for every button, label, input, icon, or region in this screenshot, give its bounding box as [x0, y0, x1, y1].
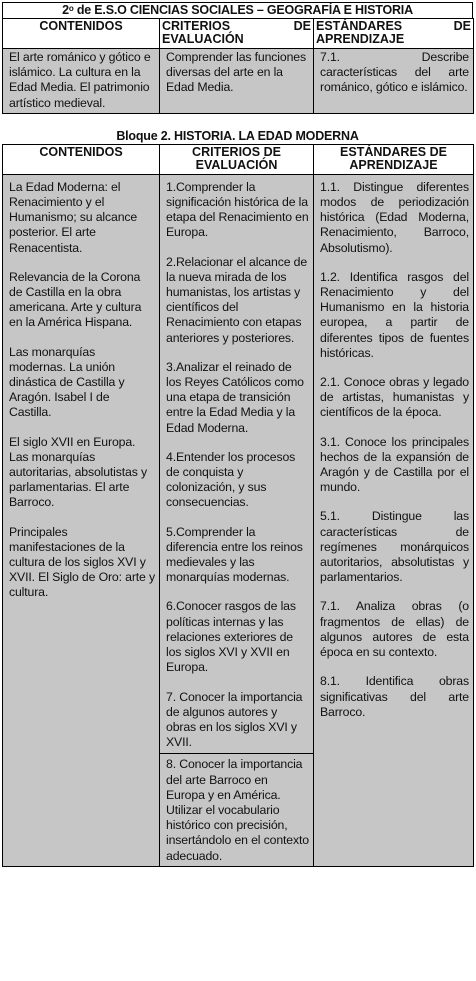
criterio-item: 2.Relacionar el alcance de la nueva mirada de los humanistas, los artistas y científicos del Renacimiento con etapas anteriores y posteriores. — [166, 254, 308, 345]
header-contenidos: CONTENIDOS — [3, 19, 160, 49]
header-estandares: ESTÁNDARES DE APRENDIZAJE — [314, 19, 474, 49]
estandar-item: 7.1. Analiza obras (o fragmentos de ellas) de algunos autores de esta época en su contexto. — [320, 599, 469, 660]
estandar-item: 2.1. Conoce obras y legado de artistas, humanistas y científicos de la época. — [320, 375, 469, 420]
contenidos-cell — [3, 175, 159, 603]
contenido-item: Las monarquías modernas. La unión dinástica de Castilla y Aragón. Isabel I de Castilla. — [9, 344, 125, 420]
criterio-item: 6.Conocer rasgos de las políticas internas y las relaciones exteriores de los siglos XVI y XVII en Europa. — [166, 599, 296, 675]
course-title-ordinal: o — [68, 4, 74, 13]
header-estandares: ESTÁNDARES DE APRENDIZAJE — [314, 144, 474, 174]
criterio-item: 5.Comprender la diferencia entre los reinos medievales y las monarquías modernas. — [166, 524, 303, 585]
criterios-list — [160, 175, 313, 866]
document-page — [2, 2, 473, 867]
course-title — [2, 2, 473, 18]
criterio-item: 4.Entender los procesos de conquista y colonización, y sus consecuencias. — [166, 449, 296, 510]
top-content-row — [3, 49, 474, 114]
estandar-item: 5.1. Distingue las características de regímenes monárquicos autoritarios, absolutistas y parlamentarios. — [320, 509, 469, 585]
header-criterios: CRITERIOS DE EVALUACIÓN — [160, 19, 314, 49]
contenido-item: Relevancia de la Corona de Castilla en la obra americana. Arte y cultura en la América Hispana. — [9, 269, 142, 330]
top-contenidos-cell: El arte románico y gótico e islámico. La cultura en la Edad Media. El patrimonio artístico medieval. — [9, 50, 151, 110]
top-header-row — [3, 19, 474, 49]
estandar-item: 1.2. Identifica rasgos del Renacimiento y del Humanismo en la historia europea, a partir de diferentes tipos de fuentes históricas. — [320, 269, 469, 360]
course-title-rest: de E.S.O CIENCIAS SOCIALES – GEOGRAFÍA E HISTORIA — [73, 3, 413, 17]
contenido-item: El siglo XVII en Europa. Las monarquías autoritarias, absolutistas y parlamentarias. El arte Barroco. — [9, 434, 147, 510]
course-title-prefix: 2 — [62, 3, 69, 17]
criterio-item: 1.Comprender la significación histórica de la etapa del Renacimiento en Europa. — [166, 179, 309, 240]
bloque-title: Bloque 2. HISTORIA. LA EDAD MODERNA — [116, 128, 359, 143]
criterio-item: 8. Conocer la importancia del arte Barroco en Europa y en América. Utilizar el vocabulario histórico con precisión, insertándolo en el contexto adecuado. — [160, 753, 313, 865]
header-contenidos: CONTENIDOS — [3, 144, 160, 174]
estandar-item: 1.1. Distingue diferentes modos de periodización histórica (Edad Moderna, Renacimiento, Barroco, Absolutismo). — [320, 179, 469, 255]
contenido-item: La Edad Moderna: el Renacimiento y el Humanismo; su alcance posterior. El arte Renacentista. — [9, 179, 138, 255]
estandar-item: 8.1. Identifica obras significativas del arte Barroco. — [320, 674, 469, 719]
estandar-item: 3.1. Conoce los principales hechos de la expansión de Aragón y de Castilla por el mundo. — [320, 434, 469, 495]
criterio-item: 7. Conocer la importancia de algunos autores y obras en los siglos XVI y XVII. — [166, 689, 303, 750]
bloque-header-row — [3, 144, 474, 174]
top-estandares-cell: 7.1. Describe características del arte románico, gótico e islámico. — [320, 50, 469, 95]
criterio-item: 3.Analizar el reinado de los Reyes Católicos como una etapa de transición entre la Edad Media y la Edad Moderna. — [166, 359, 304, 435]
bloque-content-row — [3, 174, 474, 866]
contenido-item: Principales manifestaciones de la cultura de los siglos XVI y XVII. El Siglo de Oro: arte y cultura. — [9, 524, 156, 600]
bloque-table — [2, 144, 474, 867]
top-table — [2, 18, 474, 114]
top-criterios-cell: Comprender las funciones diversas del arte en la Edad Media. — [166, 50, 306, 95]
estandares-cell — [314, 175, 473, 722]
header-criterios: CRITERIOS DE EVALUACIÓN — [160, 144, 314, 174]
